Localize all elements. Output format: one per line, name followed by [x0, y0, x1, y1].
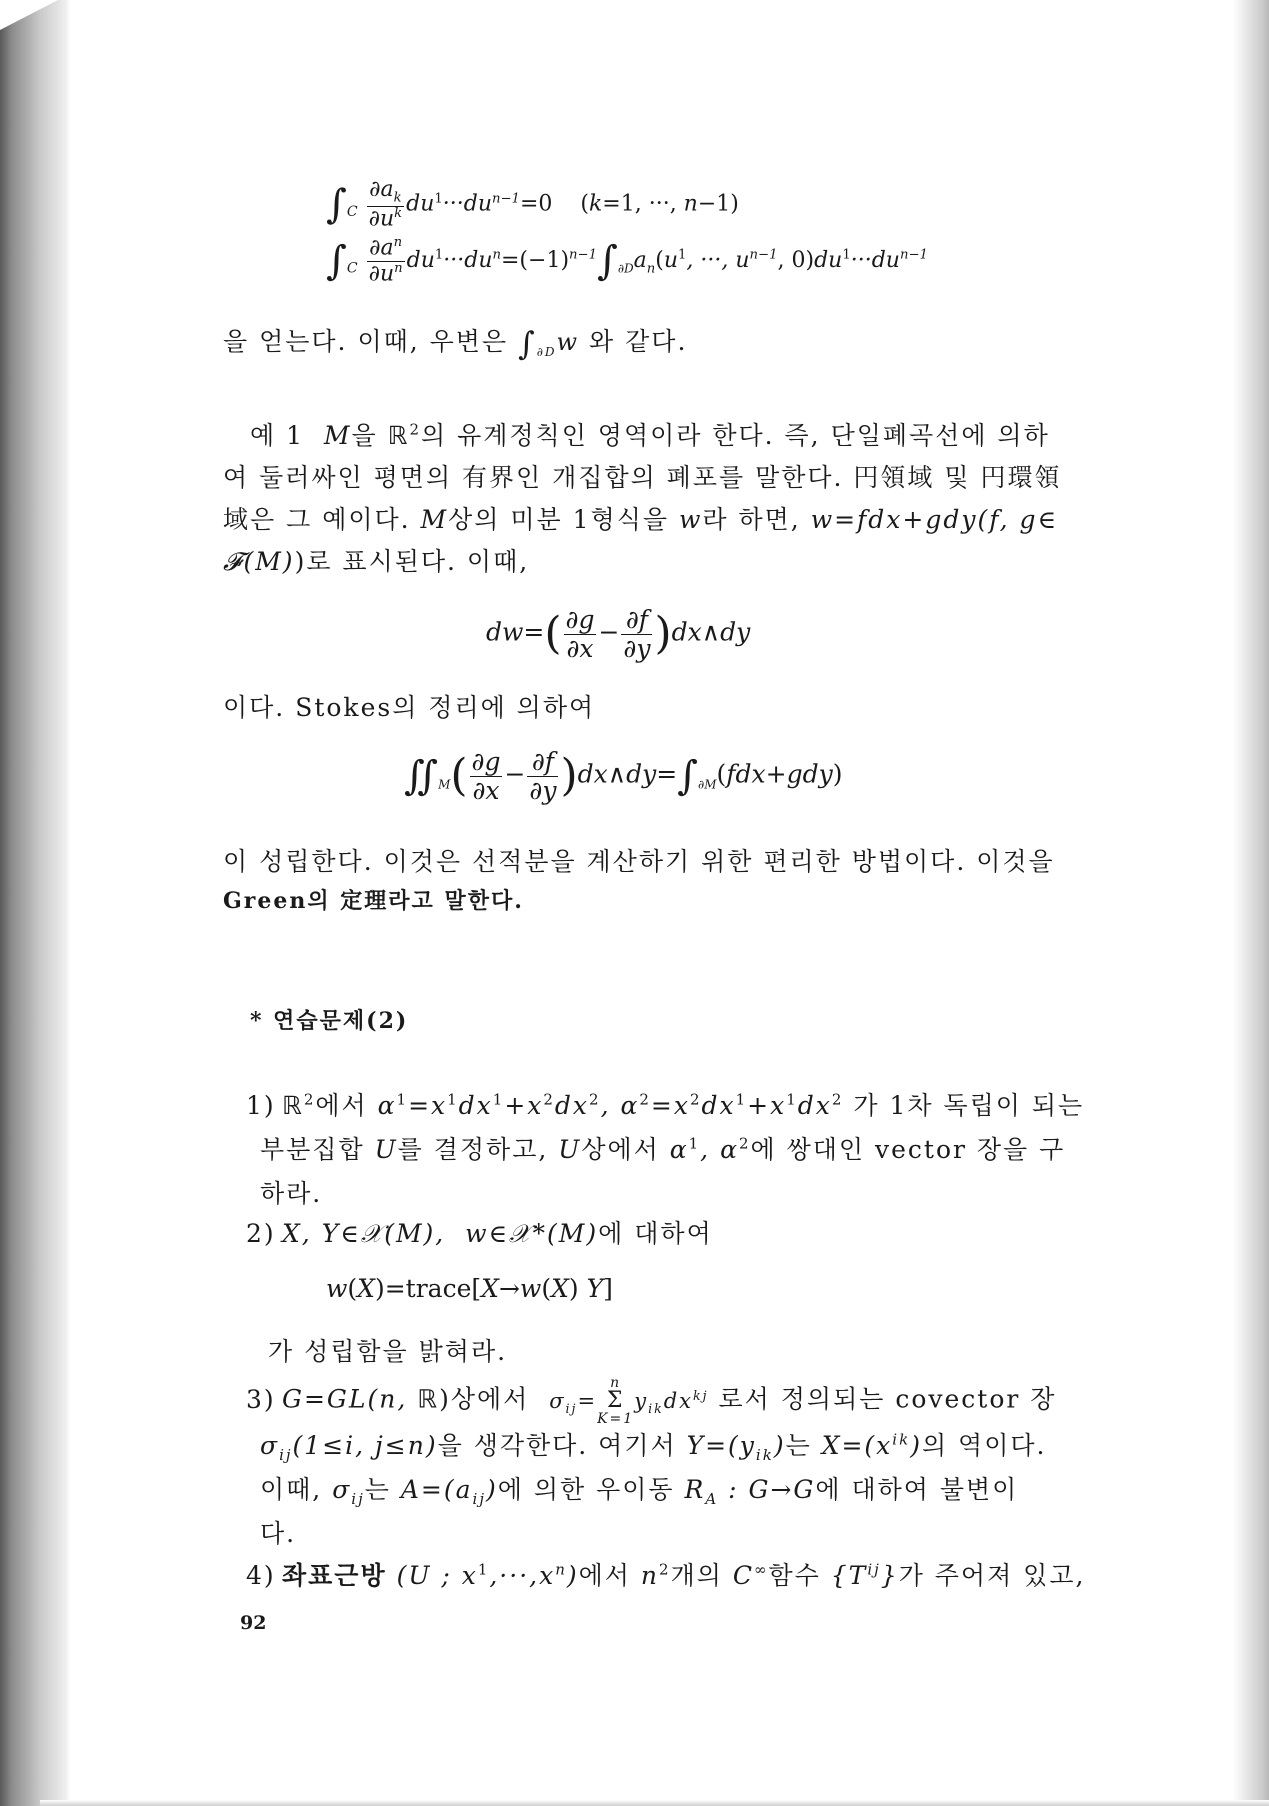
page-edge-shadow	[1233, 0, 1269, 1806]
page-bottom-edge	[40, 1800, 1269, 1806]
example-label: 예 1	[250, 421, 305, 450]
exercise-2-line-3: 가 성립함을 밝혀라.	[268, 1337, 508, 1366]
text-line-green-2: Green의 定理라고 말한다.	[223, 888, 524, 914]
equation-integral-2: $\int_C$ $\frac{\partial a^n}{\partial u^n}$ $du^1\cdot\cdot\cdot du^n=(-1)^{n-1}\int_{\partial D}a_n(u^1$, ···, $u^{n-1}$, $0)du^1\cdot\cdot\cdot du^{n-1}$	[326, 235, 928, 286]
exercise-1-line-2: 부분집합 U를 결정하고, U상에서 $\alpha^1$, $\alpha^2$에 쌍대인 vector 장을 구	[260, 1134, 1066, 1164]
exercise-2-equation: w(X)=trace[X→w(X) Y]	[326, 1274, 613, 1303]
exercise-1-line-3: 하라.	[260, 1179, 323, 1208]
result-text: 을 얻는다. 이때, 우변은	[223, 327, 509, 356]
example-1-line-2: 여 둘러싸인 평면의 有界인 개집합의 폐포를 말한다. 円領域 및 円環領	[223, 463, 1062, 492]
example-1-line-4: 𝓕(M))로 표시된다. 이때,	[223, 547, 530, 576]
exercise-3-line-3: 이때, $\sigma_{ij}$는 $A=(a_{ij})$에 의한 우이동 $R_A$ : G→G에 대하여 불변이	[260, 1475, 1019, 1508]
page-number: 92	[240, 1612, 267, 1634]
exercise-4-line-1: 4) 좌표근방 (U ; $x^1,\cdot\cdot\cdot,x^n$)에서 $n^2$개의 C∞함수 $\{T^{ij}\}$가 주어져 있고,	[246, 1560, 1086, 1590]
exercise-1-line-1: 1) ℝ$^2$에서 $\alpha^1=x^1dx^1+x^2dx^2$, $\alpha^2=x^2dx^1+x^1dx^2$ 가 1차 독립이 되는	[246, 1090, 1085, 1120]
text-line-stokes: 이다. Stokes의 정리에 의하여	[223, 693, 596, 722]
result-tail: 와 같다.	[589, 327, 688, 356]
example-1-line-3: 域은 그 예이다. M상의 미분 1형식을 w라 하면, w=fdx+gdy(f, g∈	[223, 505, 1058, 534]
exercise-2-line-1: 2) X, Y∈𝒳(M), w∈𝒳*(M)에 대하여	[246, 1219, 713, 1248]
equation-green: $∬_M$( $\frac{\partial g}{\partial x}$ − $\frac{\partial f}{\partial y}$ )$dx\wedge dy=\int_{\partial M}(fdx+gdy)$	[404, 747, 843, 805]
example-1-line-1: 예 1 M을 ℝ$^2$의 유계정칙인 영역이라 한다. 즉, 단일폐곡선에 의하	[250, 420, 1050, 450]
equation-dw: dw=( $\frac{\partial g}{\partial x}$ − $\frac{\partial f}{\partial y}$ )dx∧dy	[486, 605, 751, 663]
equation-integral-1: $\int_C$ $\frac{\partial a_k}{\partial u^k}$ $du^1\cdot\cdot\cdot du^{n-1}=0$ (k=1, ···, n−1)	[326, 177, 739, 232]
book-spine-shadow	[0, 0, 70, 1806]
exercise-title: * 연습문제(2)	[250, 1008, 409, 1034]
exercise-3-line-4: 다.	[260, 1519, 297, 1548]
exercise-3-line-2: $\sigma_{ij}(1\le i$, j≤n)을 생각한다. 여기서 $Y=(y_{ik})$는 $X=(x^{ik})$의 역이다.	[260, 1430, 1047, 1464]
text-line-result: 을 얻는다. 이때, 우변은 $\int_{\partial D}w$ 와 같다.	[223, 324, 688, 363]
text-line-green-1: 이 성립한다. 이것은 선적분을 계산하기 위한 편리한 방법이다. 이것을	[223, 847, 1055, 876]
exercise-3-line-1: 3) G=GL(n, ℝ)상에서 $\sigma_{ij}=$ n Σ K=1 $y_{ik}dx^{kj}$ 로서 정의되는 covector 장	[246, 1375, 1057, 1427]
